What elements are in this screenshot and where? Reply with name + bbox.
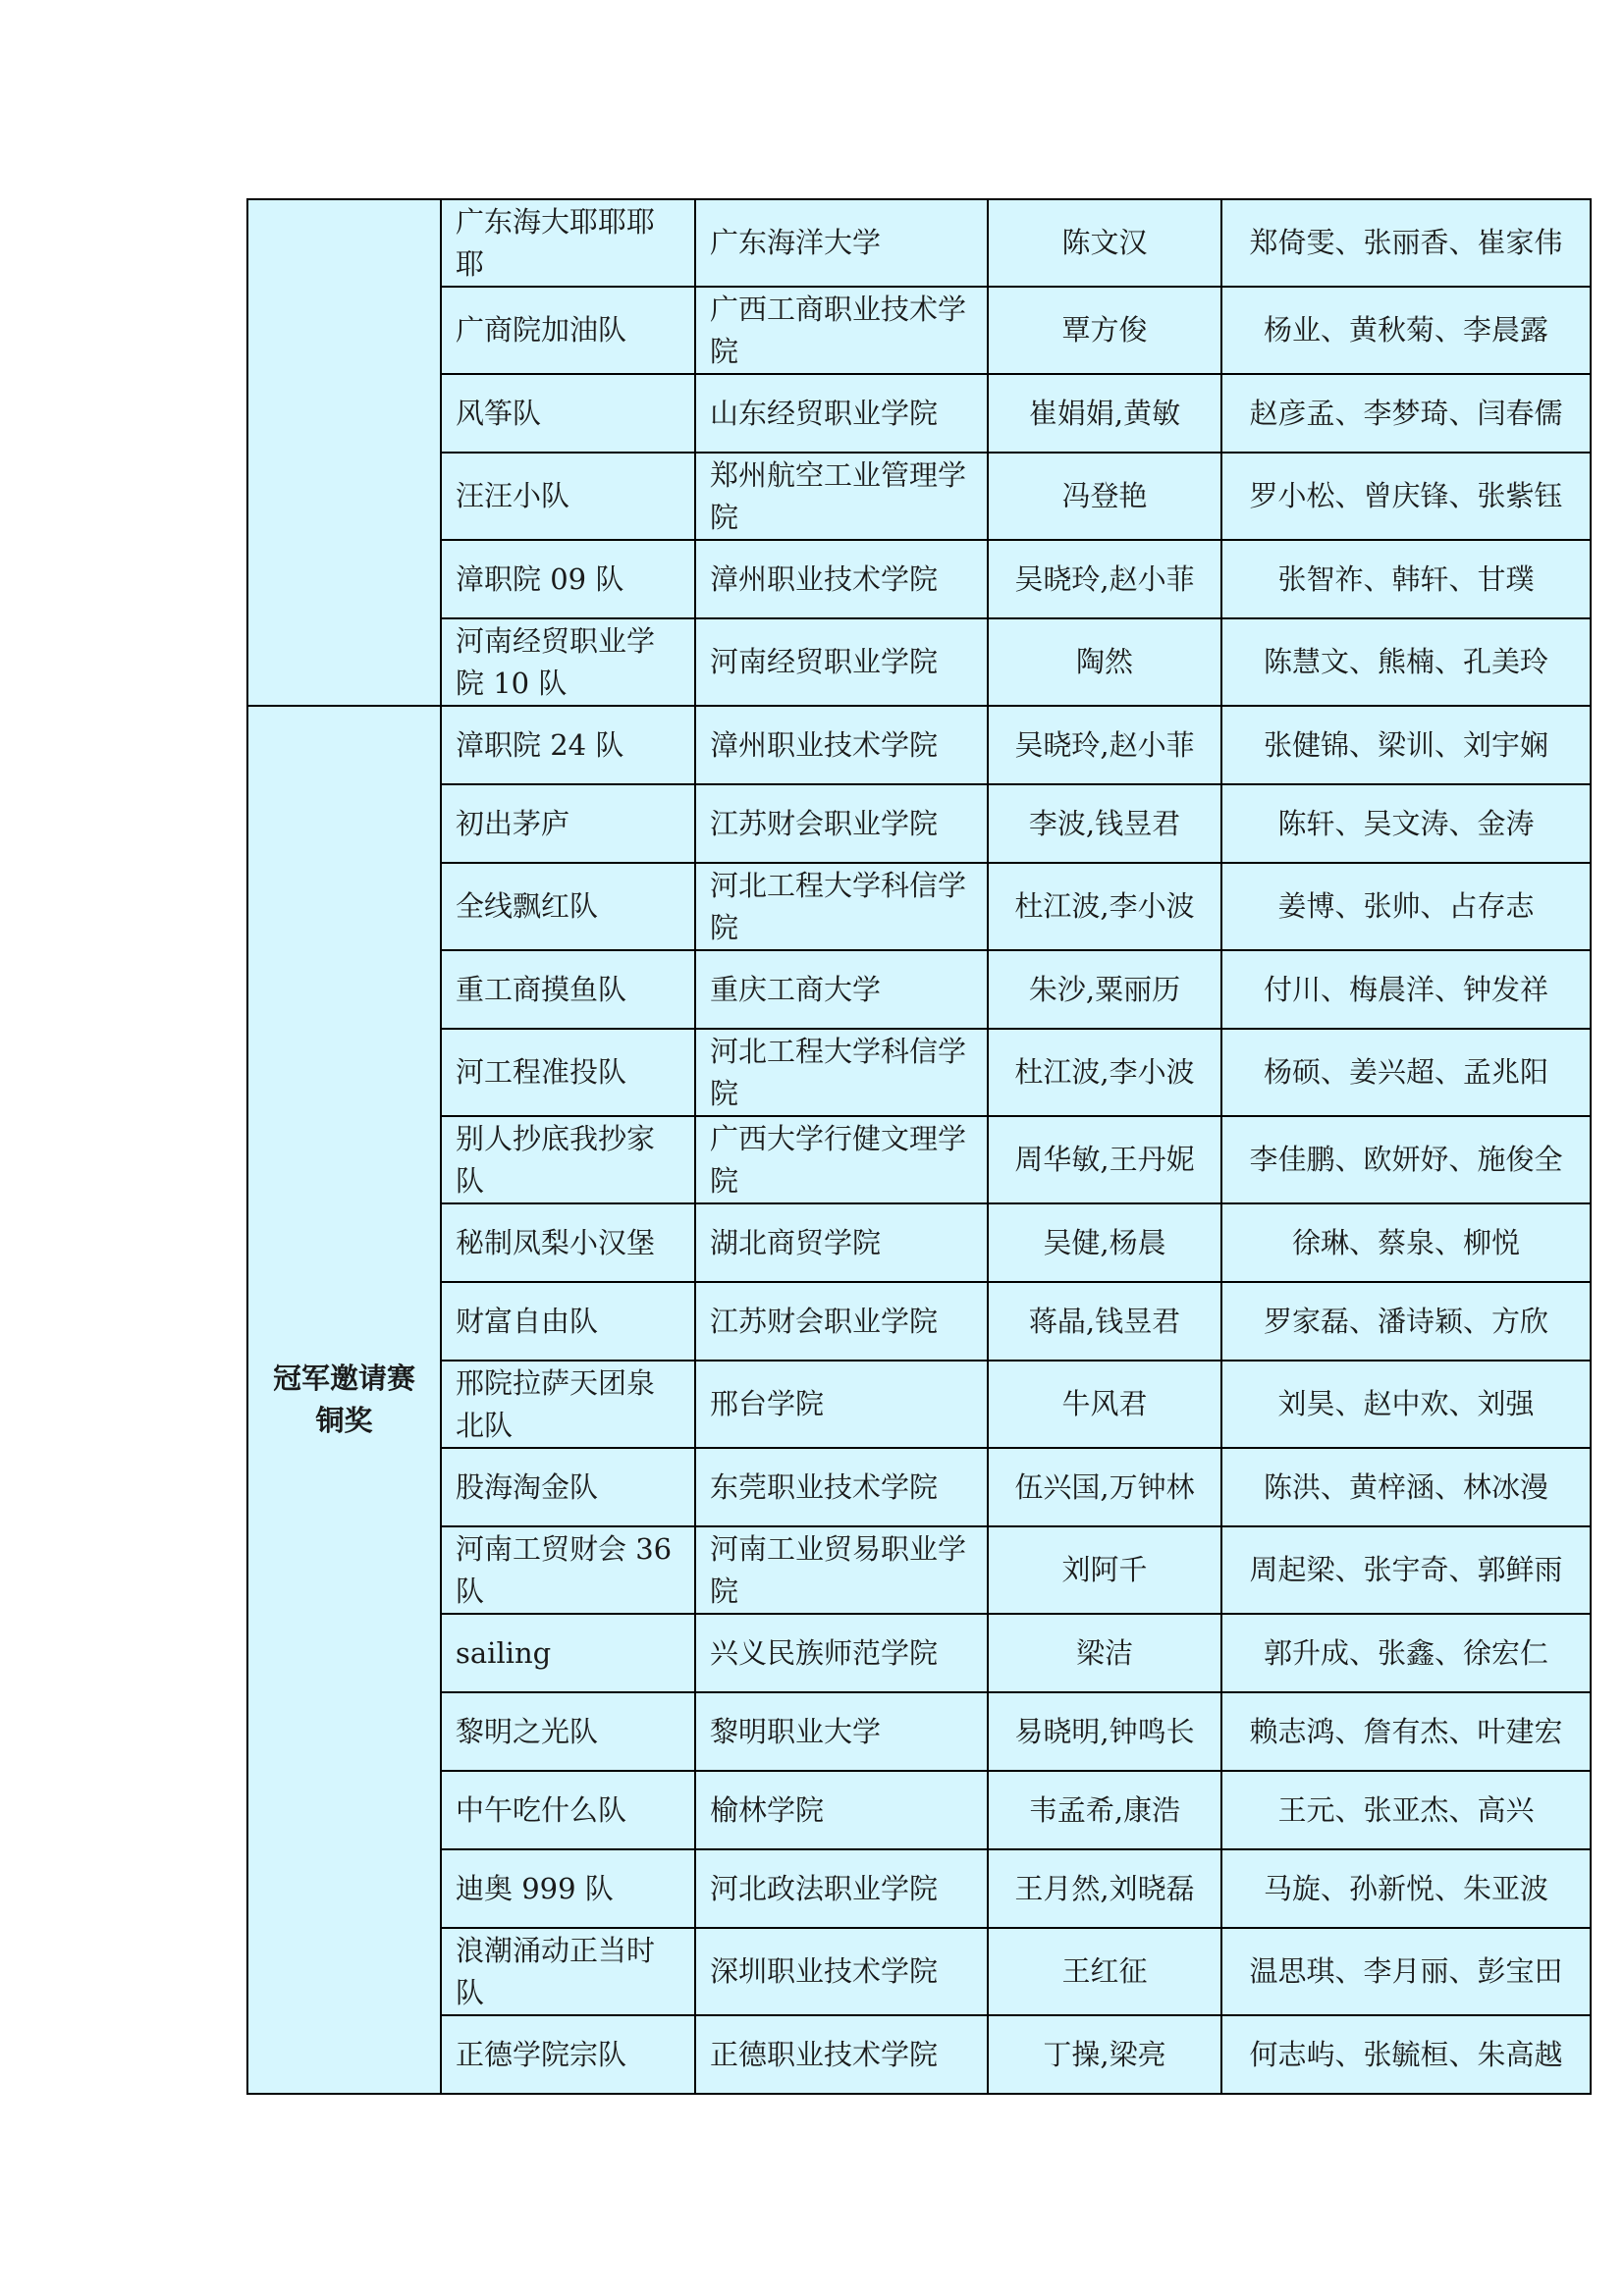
table-row bbox=[247, 706, 1591, 784]
table-row bbox=[247, 1029, 1591, 1116]
school-name-cell: 湖北商贸学院 bbox=[695, 1203, 988, 1282]
table-row bbox=[247, 540, 1591, 618]
school-name-cell: 江苏财会职业学院 bbox=[695, 784, 988, 863]
team-name-cell: 别人抄底我抄家队 bbox=[441, 1116, 695, 1203]
table-row bbox=[247, 1849, 1591, 1928]
advisor-cell: 崔娟娟,黄敏 bbox=[988, 374, 1221, 453]
table-row bbox=[247, 453, 1591, 540]
advisor-cell: 丁操,梁亮 bbox=[988, 2015, 1221, 2094]
award-level-cell bbox=[247, 199, 441, 706]
team-name-cell: 秘制凤梨小汉堡 bbox=[441, 1203, 695, 1282]
table-row bbox=[247, 1928, 1591, 2015]
school-name-cell: 漳州职业技术学院 bbox=[695, 706, 988, 784]
school-name-cell: 兴义民族师范学院 bbox=[695, 1614, 988, 1692]
team-name-cell: 初出茅庐 bbox=[441, 784, 695, 863]
members-cell: 赵彦孟、李梦琦、闫春儒 bbox=[1221, 374, 1591, 453]
members-cell: 郑倚雯、张丽香、崔家伟 bbox=[1221, 199, 1591, 287]
members-cell: 罗小松、曾庆锋、张紫钰 bbox=[1221, 453, 1591, 540]
school-name-cell: 广东海洋大学 bbox=[695, 199, 988, 287]
advisor-cell: 刘阿千 bbox=[988, 1526, 1221, 1614]
members-cell: 王元、张亚杰、高兴 bbox=[1221, 1771, 1591, 1849]
advisor-cell: 易晓明,钟鸣长 bbox=[988, 1692, 1221, 1771]
school-name-cell: 重庆工商大学 bbox=[695, 950, 988, 1029]
school-name-cell: 郑州航空工业管理学院 bbox=[695, 453, 988, 540]
team-name-cell: 全线飘红队 bbox=[441, 863, 695, 950]
table-row bbox=[247, 1448, 1591, 1526]
advisor-cell: 冯登艳 bbox=[988, 453, 1221, 540]
advisor-cell: 杜江波,李小波 bbox=[988, 1029, 1221, 1116]
table-row bbox=[247, 1526, 1591, 1614]
advisor-cell: 王红征 bbox=[988, 1928, 1221, 2015]
school-name-cell: 广西工商职业技术学院 bbox=[695, 287, 988, 374]
team-name-cell: 广商院加油队 bbox=[441, 287, 695, 374]
team-name-cell: sailing bbox=[441, 1614, 695, 1692]
advisor-cell: 朱沙,粟丽历 bbox=[988, 950, 1221, 1029]
team-name-cell: 邢院拉萨天团泉北队 bbox=[441, 1361, 695, 1448]
school-name-cell: 河北工程大学科信学院 bbox=[695, 1029, 988, 1116]
team-name-cell: 正德学院宗队 bbox=[441, 2015, 695, 2094]
advisor-cell: 李波,钱昱君 bbox=[988, 784, 1221, 863]
members-cell: 陈轩、吴文涛、金涛 bbox=[1221, 784, 1591, 863]
members-cell: 杨业、黄秋菊、李晨露 bbox=[1221, 287, 1591, 374]
team-name-cell: 河南经贸职业学院 10 队 bbox=[441, 618, 695, 706]
advisor-cell: 杜江波,李小波 bbox=[988, 863, 1221, 950]
members-cell: 姜博、张帅、占存志 bbox=[1221, 863, 1591, 950]
advisor-cell: 蒋晶,钱昱君 bbox=[988, 1282, 1221, 1361]
school-name-cell: 河南经贸职业学院 bbox=[695, 618, 988, 706]
team-name-cell: 汪汪小队 bbox=[441, 453, 695, 540]
team-name-cell: 股海淘金队 bbox=[441, 1448, 695, 1526]
table-row bbox=[247, 1614, 1591, 1692]
school-name-cell: 东莞职业技术学院 bbox=[695, 1448, 988, 1526]
team-name-cell: 浪潮涌动正当时队 bbox=[441, 1928, 695, 2015]
school-name-cell: 河南工业贸易职业学院 bbox=[695, 1526, 988, 1614]
team-name-cell: 风筝队 bbox=[441, 374, 695, 453]
school-name-cell: 河北工程大学科信学院 bbox=[695, 863, 988, 950]
school-name-cell: 正德职业技术学院 bbox=[695, 2015, 988, 2094]
members-cell: 陈洪、黄梓涵、林冰漫 bbox=[1221, 1448, 1591, 1526]
members-cell: 赖志鸿、詹有杰、叶建宏 bbox=[1221, 1692, 1591, 1771]
members-cell: 杨硕、姜兴超、孟兆阳 bbox=[1221, 1029, 1591, 1116]
table-row bbox=[247, 1203, 1591, 1282]
award-table-body bbox=[247, 199, 1591, 2094]
award-level-cell: 冠军邀请赛铜奖 bbox=[247, 706, 441, 2094]
advisor-cell: 梁洁 bbox=[988, 1614, 1221, 1692]
members-cell: 温思琪、李月丽、彭宝田 bbox=[1221, 1928, 1591, 2015]
advisor-cell: 覃方俊 bbox=[988, 287, 1221, 374]
school-name-cell: 邢台学院 bbox=[695, 1361, 988, 1448]
table-row bbox=[247, 618, 1591, 706]
advisor-cell: 吴晓玲,赵小菲 bbox=[988, 540, 1221, 618]
table-row bbox=[247, 950, 1591, 1029]
members-cell: 张健锦、梁训、刘宇娴 bbox=[1221, 706, 1591, 784]
table-row bbox=[247, 1361, 1591, 1448]
table-row bbox=[247, 374, 1591, 453]
award-list-table bbox=[246, 198, 1592, 2095]
school-name-cell: 江苏财会职业学院 bbox=[695, 1282, 988, 1361]
table-row bbox=[247, 1771, 1591, 1849]
team-name-cell: 河南工贸财会 36 队 bbox=[441, 1526, 695, 1614]
school-name-cell: 山东经贸职业学院 bbox=[695, 374, 988, 453]
members-cell: 马旋、孙新悦、朱亚波 bbox=[1221, 1849, 1591, 1928]
team-name-cell: 广东海大耶耶耶耶 bbox=[441, 199, 695, 287]
team-name-cell: 河工程准投队 bbox=[441, 1029, 695, 1116]
advisor-cell: 周华敏,王丹妮 bbox=[988, 1116, 1221, 1203]
table-row bbox=[247, 1692, 1591, 1771]
members-cell: 徐琳、蔡泉、柳悦 bbox=[1221, 1203, 1591, 1282]
advisor-cell: 吴健,杨晨 bbox=[988, 1203, 1221, 1282]
team-name-cell: 重工商摸鱼队 bbox=[441, 950, 695, 1029]
members-cell: 何志屿、张毓桓、朱高越 bbox=[1221, 2015, 1591, 2094]
advisor-cell: 吴晓玲,赵小菲 bbox=[988, 706, 1221, 784]
table-row bbox=[247, 287, 1591, 374]
advisor-cell: 王月然,刘晓磊 bbox=[988, 1849, 1221, 1928]
school-name-cell: 深圳职业技术学院 bbox=[695, 1928, 988, 2015]
school-name-cell: 漳州职业技术学院 bbox=[695, 540, 988, 618]
team-name-cell: 漳职院 09 队 bbox=[441, 540, 695, 618]
members-cell: 李佳鹏、欧妍妤、施俊全 bbox=[1221, 1116, 1591, 1203]
school-name-cell: 河北政法职业学院 bbox=[695, 1849, 988, 1928]
table-row bbox=[247, 863, 1591, 950]
table-row bbox=[247, 2015, 1591, 2094]
table-row bbox=[247, 199, 1591, 287]
members-cell: 陈慧文、熊楠、孔美玲 bbox=[1221, 618, 1591, 706]
team-name-cell: 中午吃什么队 bbox=[441, 1771, 695, 1849]
members-cell: 付川、梅晨洋、钟发祥 bbox=[1221, 950, 1591, 1029]
team-name-cell: 迪奥 999 队 bbox=[441, 1849, 695, 1928]
members-cell: 张智祚、韩轩、甘璞 bbox=[1221, 540, 1591, 618]
team-name-cell: 漳职院 24 队 bbox=[441, 706, 695, 784]
table-row bbox=[247, 784, 1591, 863]
members-cell: 罗家磊、潘诗颖、方欣 bbox=[1221, 1282, 1591, 1361]
table-row bbox=[247, 1282, 1591, 1361]
table-row bbox=[247, 1116, 1591, 1203]
advisor-cell: 陈文汉 bbox=[988, 199, 1221, 287]
school-name-cell: 广西大学行健文理学院 bbox=[695, 1116, 988, 1203]
members-cell: 郭升成、张鑫、徐宏仁 bbox=[1221, 1614, 1591, 1692]
team-name-cell: 财富自由队 bbox=[441, 1282, 695, 1361]
advisor-cell: 牛风君 bbox=[988, 1361, 1221, 1448]
team-name-cell: 黎明之光队 bbox=[441, 1692, 695, 1771]
school-name-cell: 榆林学院 bbox=[695, 1771, 988, 1849]
advisor-cell: 陶然 bbox=[988, 618, 1221, 706]
school-name-cell: 黎明职业大学 bbox=[695, 1692, 988, 1771]
members-cell: 刘昊、赵中欢、刘强 bbox=[1221, 1361, 1591, 1448]
members-cell: 周起梁、张宇奇、郭鲜雨 bbox=[1221, 1526, 1591, 1614]
advisor-cell: 伍兴国,万钟林 bbox=[988, 1448, 1221, 1526]
advisor-cell: 韦孟希,康浩 bbox=[988, 1771, 1221, 1849]
